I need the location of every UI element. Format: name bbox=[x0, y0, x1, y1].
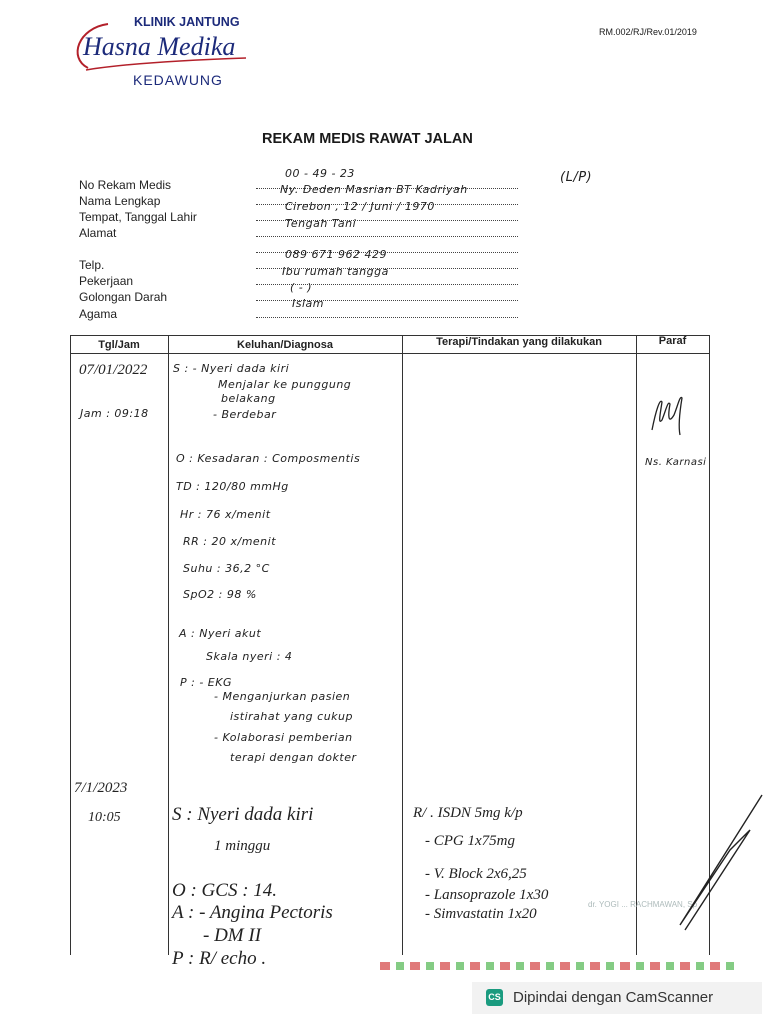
field-label: No Rekam Medis bbox=[79, 178, 172, 192]
note-line: belakang bbox=[221, 392, 276, 405]
note-line: O : GCS : 14. bbox=[172, 880, 278, 901]
header-date: Tgl/Jam bbox=[98, 339, 140, 351]
paraf-name: Ns. Karnasi bbox=[645, 457, 707, 468]
scan-artifact bbox=[380, 962, 740, 970]
note-line: - DM II bbox=[203, 925, 262, 946]
logo-bottom-text: KEDAWUNG bbox=[133, 72, 223, 88]
note-line: Suhu : 36,2 °C bbox=[183, 562, 270, 575]
table-border bbox=[402, 335, 403, 955]
note-line: P : - EKG bbox=[180, 676, 232, 689]
table-border bbox=[70, 335, 71, 955]
header-therapy: Terapi/Tindakan yang dilakukan bbox=[436, 336, 602, 348]
note-line: 1 minggu bbox=[214, 838, 271, 854]
note-line: TD : 120/80 mmHg bbox=[176, 480, 289, 493]
field-value: Cirebon , 12 / Juni / 1970 bbox=[285, 200, 435, 213]
field-label: Tempat, Tanggal Lahir bbox=[79, 210, 197, 224]
note-line: Hr : 76 x/menit bbox=[180, 508, 271, 521]
field-label: Pekerjaan bbox=[79, 274, 134, 288]
entry-date: 7/1/2023 bbox=[74, 780, 128, 796]
note-line: RR : 20 x/menit bbox=[183, 535, 277, 548]
doctor-signature-icon bbox=[630, 790, 765, 940]
field-label: Golongan Darah bbox=[79, 290, 168, 304]
field-value: 00 - 49 - 23 bbox=[285, 167, 355, 180]
note-line: - Menganjurkan pasien bbox=[214, 690, 351, 703]
field-label: Agama bbox=[79, 307, 118, 321]
note-line: Skala nyeri : 4 bbox=[206, 650, 293, 663]
note-line: O : Kesadaran : Composmentis bbox=[176, 452, 361, 465]
page-title: REKAM MEDIS RAWAT JALAN bbox=[262, 131, 473, 147]
camscanner-text: Dipindai dengan CamScanner bbox=[513, 989, 714, 1006]
field-label: Nama Lengkap bbox=[79, 194, 161, 208]
field-value: Islam bbox=[292, 297, 324, 310]
logo-name: Hasna Medika bbox=[83, 32, 236, 61]
note-line: A : Nyeri akut bbox=[179, 627, 262, 640]
entry-date: 07/01/2022 bbox=[79, 362, 148, 378]
field-label: Alamat bbox=[79, 226, 117, 240]
note-line: istirahat yang cukup bbox=[230, 710, 353, 723]
note-line: Menjalar ke punggung bbox=[218, 378, 352, 391]
therapy-line: - V. Block 2x6,25 bbox=[425, 866, 527, 882]
note-line: P : R/ echo . bbox=[172, 948, 267, 969]
signature-icon bbox=[644, 390, 694, 440]
field-value: ( - ) bbox=[290, 281, 313, 294]
form-code: RM.002/RJ/Rev.01/2019 bbox=[599, 27, 697, 37]
therapy-line: - Lansoprazole 1x30 bbox=[425, 887, 549, 903]
field-label: Telp. bbox=[79, 258, 105, 272]
note-line: terapi dengan dokter bbox=[230, 751, 357, 764]
logo-top-text: KLINIK JANTUNG bbox=[134, 15, 240, 29]
therapy-line: - Simvastatin 1x20 bbox=[425, 906, 537, 922]
camscanner-badge bbox=[472, 982, 762, 1014]
therapy-line: R/ . ISDN 5mg k/p bbox=[413, 805, 523, 821]
field-value: Tengah Tani bbox=[285, 217, 357, 230]
entry-time: 10:05 bbox=[88, 810, 121, 825]
camscanner-icon: CS bbox=[486, 989, 503, 1006]
note-line: - Kolaborasi pemberian bbox=[214, 731, 353, 744]
entry-time: Jam : 09:18 bbox=[80, 407, 149, 420]
note-line: S : - Nyeri dada kiri bbox=[173, 362, 290, 375]
field-value: 089 671 962 429 bbox=[285, 248, 387, 261]
gender-mark: (L/P) bbox=[560, 170, 593, 185]
note-line: S : Nyeri dada kiri bbox=[172, 804, 314, 825]
field-value: Ibu rumah tangga bbox=[282, 265, 389, 278]
table-border bbox=[70, 353, 710, 354]
header-complaint: Keluhan/Diagnosa bbox=[237, 339, 333, 351]
table-border bbox=[168, 335, 169, 955]
doctor-stamp: dr. YOGI ... RACHMAWAN, Sp bbox=[588, 900, 698, 909]
note-line: A : - Angina Pectoris bbox=[172, 902, 333, 923]
note-line: - Berdebar bbox=[213, 408, 277, 421]
note-line: SpO2 : 98 % bbox=[183, 588, 257, 601]
therapy-line: - CPG 1x75mg bbox=[425, 833, 515, 849]
field-value: Ny. Deden Masrian BT Kadriyah bbox=[280, 183, 468, 196]
header-paraf: Paraf bbox=[658, 335, 687, 347]
